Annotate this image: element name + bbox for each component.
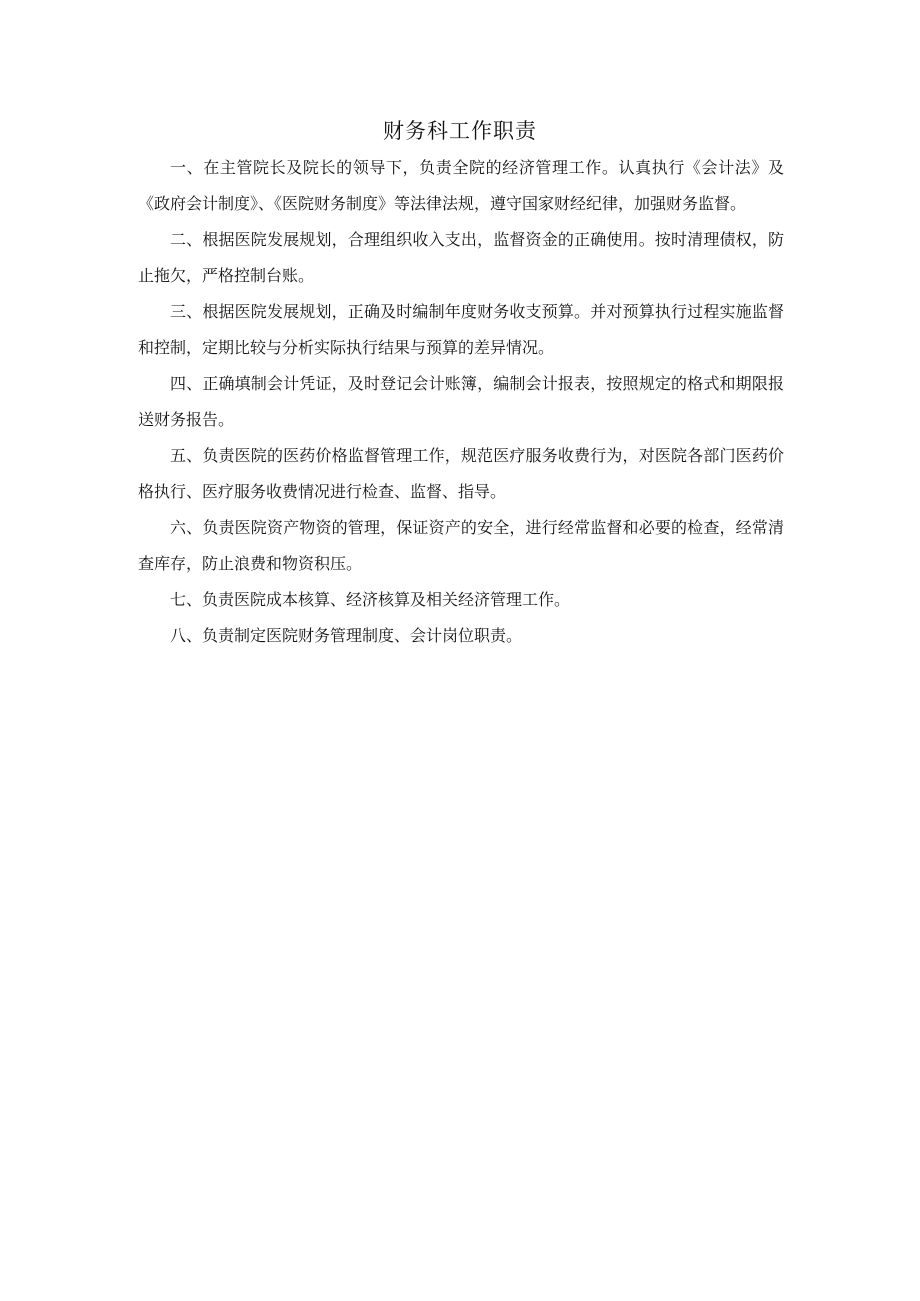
duty-paragraph-6: 六、负责医院资产物资的管理，保证资产的安全，进行经常监督和必要的检查，经常清查库存，防止浪费和物资积压。 <box>138 518 784 573</box>
duty-paragraph-4: 四、正确填制会计凭证，及时登记会计账簿，编制会计报表，按照规定的格式和期限报送财务报告。 <box>138 374 784 429</box>
duty-paragraph-5: 五、负责医院的医药价格监督管理工作，规范医疗服务收费行为，对医院各部门医药价格执行、医疗服务收费情况进行检查、监督、指导。 <box>138 446 784 501</box>
duty-paragraph-3: 三、根据医院发展规划，正确及时编制年度财务收支预算。并对预算执行过程实施监督和控制，定期比较与分析实际执行结果与预算的差异情况。 <box>138 302 784 357</box>
document-title: 财务科工作职责 <box>383 119 537 143</box>
duty-paragraph-8: 八、负责制定医院财务管理制度、会计岗位职责。 <box>170 626 523 645</box>
duty-paragraph-2: 二、根据医院发展规划，合理组织收入支出，监督资金的正确使用。按时清理债权，防止拖欠，严格控制台账。 <box>138 230 784 285</box>
document-body <box>138 150 784 654</box>
duty-paragraph-7: 七、负责医院成本核算、经济核算及相关经济管理工作。 <box>170 590 571 609</box>
duty-paragraph-1: 一、在主管院长及院长的领导下，负责全院的经济管理工作。认真执行《会计法》及《政府会计制度》、《医院财务制度》等法律法规，遵守国家财经纪律，加强财务监督。 <box>138 158 784 213</box>
